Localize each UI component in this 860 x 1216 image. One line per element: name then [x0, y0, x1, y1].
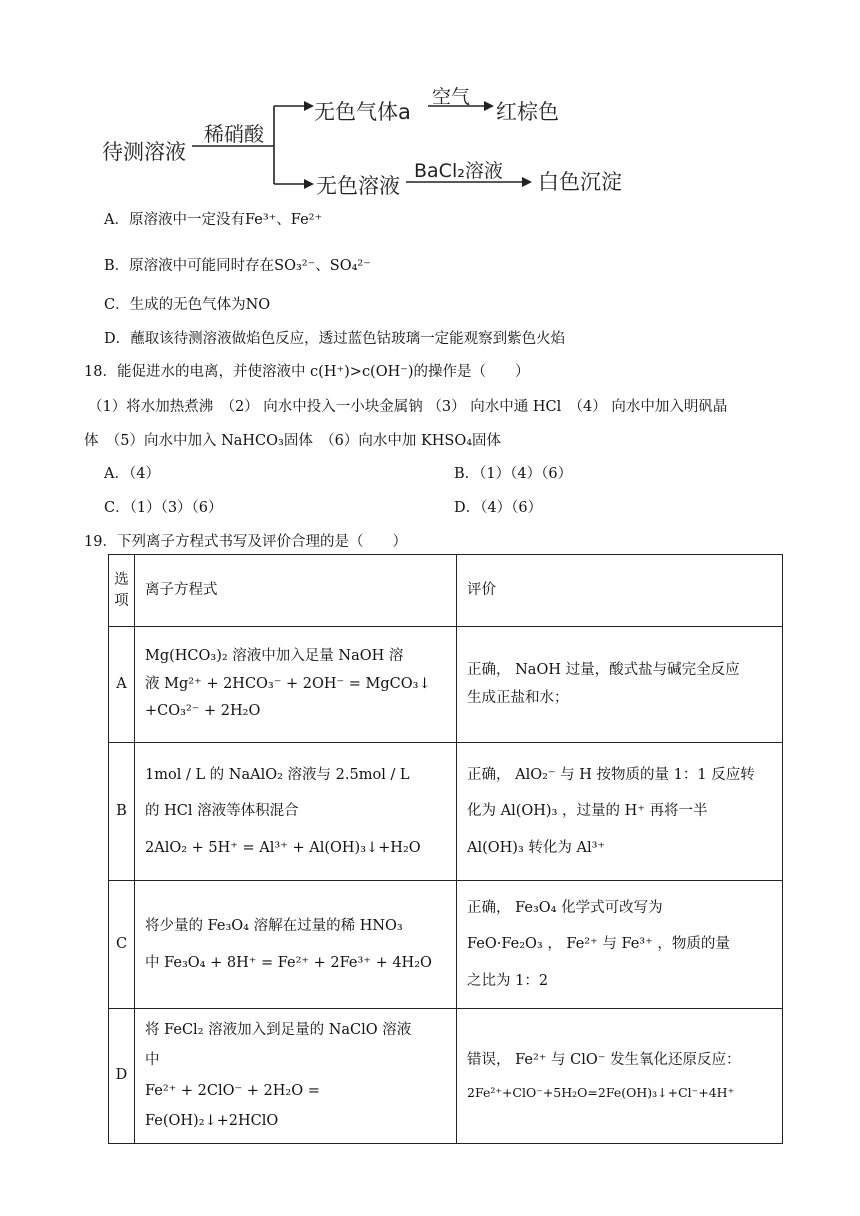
row-equation: 将 FeCl₂ 溶液加入到足量的 NaClO 溶液 中 Fe²⁺ + 2ClO⁻ + 2H₂O = Fe(OH)₂↓+2HClO	[135, 1009, 457, 1144]
flow-reagent-1: 稀硝酸	[204, 122, 264, 146]
q18-option-d: D．（4）（6）	[454, 500, 543, 516]
flow-top-product: 无色气体a	[314, 100, 411, 124]
q17-option-b: B．原溶液中可能同时存在SO₃²⁻、SO₄²⁻	[104, 258, 371, 274]
row-equation: 将少量的 Fe₃O₄ 溶解在过量的稀 HNO₃ 中 Fe₃O₄ + 8H⁺ = Fe²⁺ + 2Fe³⁺ + 4H₂O	[135, 881, 457, 1009]
q17-option-d: D．蘸取该待测溶液做焰色反应，透过蓝色钴玻璃一定能观察到紫色火焰	[104, 331, 566, 347]
flow-top-reagent: 空气	[432, 86, 471, 108]
header-evaluation: 评价	[457, 555, 783, 627]
row-evaluation: 正确， Fe₃O₄ 化学式可改写为 FeO·Fe₂O₃ ， Fe²⁺ 与 Fe³⁺ ，物质的量 之比为 1：2	[457, 881, 783, 1009]
q17-option-c: C．生成的无色气体为NO	[104, 297, 271, 313]
flow-arrows	[0, 0, 860, 200]
q19-table	[108, 554, 783, 1144]
row-option-label: D	[109, 1009, 135, 1144]
row-evaluation: 正确， NaOH 过量，酸式盐与碱完全反应 生成正盐和水；	[457, 627, 783, 743]
row-option-label: C	[109, 881, 135, 1009]
table-row	[109, 627, 783, 743]
arrowhead-icon	[304, 101, 314, 111]
row-evaluation: 正确， AlO₂⁻ 与 H 按物质的量 1：1 反应转 化为 Al(OH)₃ ，过量的 H⁺ 再将一半 Al(OH)₃ 转化为 Al³⁺	[457, 743, 783, 881]
q18-option-b: B．（1）（4）（6）	[454, 466, 573, 482]
row-option-label: A	[109, 627, 135, 743]
flow-bottom-product: 无色溶液	[316, 174, 400, 198]
table-row	[109, 881, 783, 1009]
row-equation: 1mol / L 的 NaAlO₂ 溶液与 2.5mol / L 的 HCl 溶液等体积混合 2AlO₂ + 5H⁺ = Al³⁺ + Al(OH)₃↓+H₂O	[135, 743, 457, 881]
table-row	[109, 1009, 783, 1144]
arrowhead-icon	[304, 179, 314, 189]
q17-option-a: A．原溶液中一定没有Fe³⁺、Fe²⁺	[104, 212, 323, 228]
table-header-row	[109, 555, 783, 627]
header-option: 选项	[109, 555, 135, 627]
flow-bottom-reagent: BaCl₂溶液	[414, 160, 503, 182]
q18-items-line-1: （1）将水加热煮沸 （2） 向水中投入一小块金属钠 （3） 向水中通 HCl （4） 向水中加入明矾晶	[88, 399, 728, 415]
arrowhead-icon	[522, 177, 532, 187]
row-option-label: B	[109, 743, 135, 881]
q18-option-c: C．（1）（3）（6）	[104, 500, 223, 516]
header-equation: 离子方程式	[135, 555, 457, 627]
flow-start: 待测溶液	[102, 140, 186, 164]
arrowhead-icon	[484, 101, 494, 111]
row-evaluation: 错误， Fe²⁺ 与 ClO⁻ 发生氧化还原反应： 2Fe²⁺+ClO⁻+5H₂O=2Fe(OH)₃↓+Cl⁻+4H⁺	[457, 1009, 783, 1144]
q18-items-line-2: 体 （5）向水中加入 NaHCO₃固体 （6）向水中加 KHSO₄固体	[84, 433, 502, 449]
flow-top-result: 红棕色	[496, 100, 559, 124]
q18-stem: 18．能促进水的电离，并使溶液中 c(H⁺)>c(OH⁻)的操作是（ ）	[84, 364, 530, 380]
q19-stem: 19．下列离子方程式书写及评价合理的是（ ）	[84, 534, 407, 550]
row-equation: Mg(HCO₃)₂ 溶液中加入足量 NaOH 溶 液 Mg²⁺ + 2HCO₃⁻ + 2OH⁻ = MgCO₃↓ +CO₃²⁻ + 2H₂O	[135, 627, 457, 743]
q18-option-a: A．（4）	[104, 466, 160, 482]
flow-bottom-result: 白色沉淀	[538, 170, 622, 194]
table-row	[109, 743, 783, 881]
